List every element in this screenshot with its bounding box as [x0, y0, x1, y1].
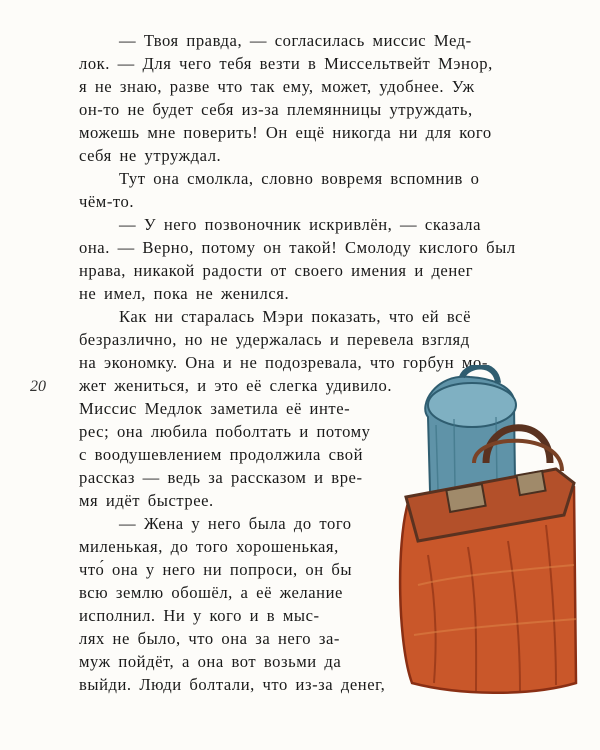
- text-line: можешь мне поверить! Он ещё никогда ни для кого: [79, 123, 492, 142]
- text-line: — У него позвоночник искривлён, — сказала: [119, 215, 482, 234]
- text-line: Тут она смолкла, словно вовремя вспомнив о: [119, 169, 480, 188]
- text-line: — Жена у него была до того: [119, 514, 352, 533]
- text-line: лях не было, что она за него за-: [79, 629, 340, 648]
- text-line: он-то не будет себя из-за племянницы утруждать,: [79, 100, 473, 119]
- text-line: себя не утруждал.: [79, 146, 222, 165]
- hatbox-and-bag-illustration: [378, 365, 578, 700]
- text-line: жет жениться, и это её слегка удивило.: [79, 376, 393, 395]
- text-line: рассказ — ведь за рассказом и вре-: [79, 468, 363, 487]
- text-line: не имел, пока не женился.: [79, 284, 290, 303]
- text-line: Миссис Медлок заметила её инте-: [79, 399, 351, 418]
- text-line: всю землю обошёл, а её желание: [79, 583, 343, 602]
- text-line: я не знаю, разве что так ему, может, удобнее. Уж: [79, 77, 475, 96]
- text-line: исполнил. Ни у кого и в мыс-: [79, 606, 320, 625]
- text-line: мя идёт быстрее.: [79, 491, 214, 510]
- text-line: миленькая, до того хорошенькая,: [79, 537, 339, 556]
- text-line: муж пойдёт, а она вот возьми да: [79, 652, 342, 671]
- text-line: лок. — Для чего тебя везти в Миссельтвейт Мэнор,: [79, 54, 493, 73]
- text-line: безразлично, но не удержалась и перевела взгляд: [79, 330, 470, 349]
- text-line: — Твоя правда, — согласилась миссис Мед-: [119, 31, 472, 50]
- text-line: она. — Верно, потому он такой! Смолоду кислого был: [79, 238, 516, 257]
- text-line: чём-то.: [79, 192, 135, 211]
- page-number: 20: [30, 378, 46, 395]
- text-line: на экономку. Она и не подозревала, что горбун мо-: [79, 353, 488, 372]
- text-line: что́ она у него ни попроси, он бы: [79, 560, 353, 579]
- text-line: с воодушевлением продолжила свой: [79, 445, 364, 464]
- text-line: нрава, никакой радости от своего имения и денег: [79, 261, 474, 280]
- text-line: Как ни старалась Мэри показать, что ей всё: [119, 307, 471, 326]
- text-line: рес; она любила поболтать и потому: [79, 422, 371, 441]
- text-line: выйди. Люди болтали, что из-за денег,: [79, 675, 386, 694]
